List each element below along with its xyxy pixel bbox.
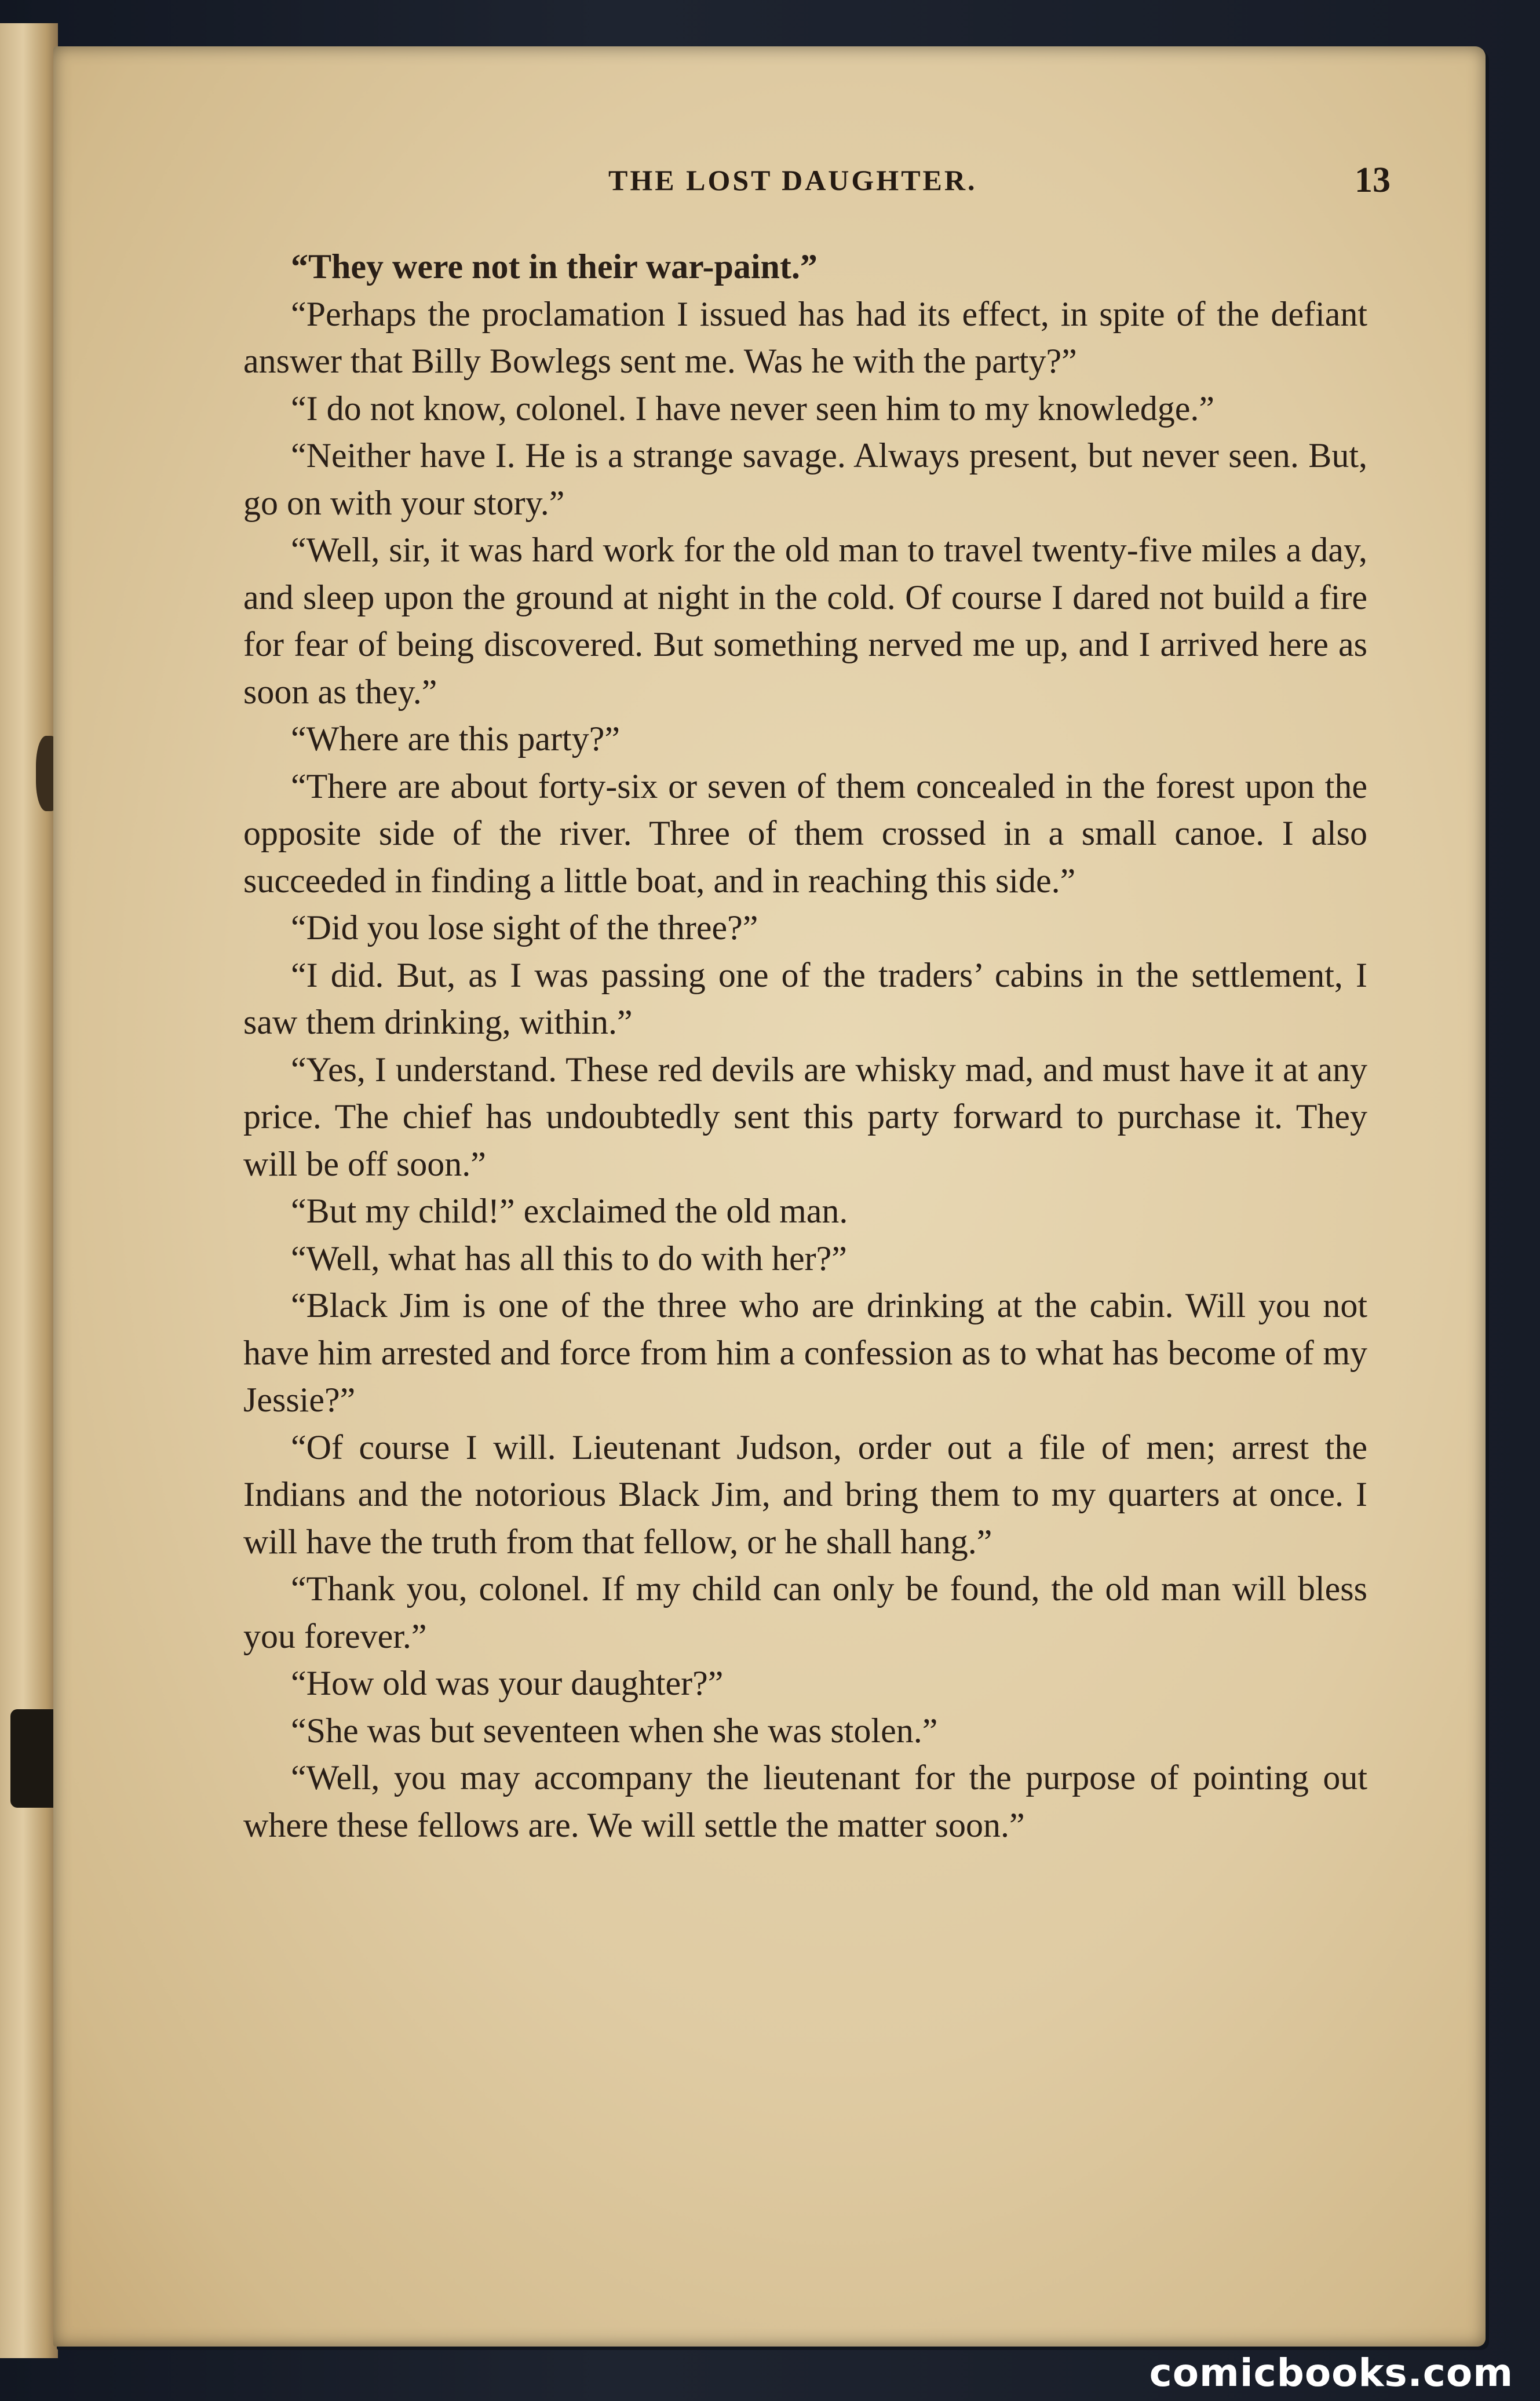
paragraph: “Black Jim is one of the three who are drinking at the cabin. Will you not have him arrested and force from him a confession as to what has become of my Jessie?”: [243, 1286, 1367, 1419]
paragraph: “Yes, I understand. These red devils are whisky mad, and must have it at any price. The chief has undoubtedly sent this party forward to purchase it. They will be off soon.”: [243, 1050, 1367, 1183]
paragraph: “I did. But, as I was passing one of the traders’ cabins in the settlement, I saw them drinking, within.”: [243, 955, 1367, 1041]
paragraph: “Perhaps the proclamation I issued has had its effect, in spite of the defiant answer that Billy Bowlegs sent me. Was he with the party?”: [243, 294, 1367, 380]
paragraph: “Well, you may accompany the lieutenant for the purpose of pointing out where these fellows are. We will settle the matter soon.”: [243, 1758, 1367, 1844]
site-watermark: comicbooks.com: [1149, 2351, 1513, 2395]
paragraph: “But my child!” exclaimed the old man.: [291, 1192, 848, 1230]
paragraph: “They were not in their war-paint.”: [291, 247, 818, 286]
paragraph: “Did you lose sight of the three?”: [291, 908, 758, 947]
paragraph: “Where are this party?”: [291, 720, 620, 758]
paragraph: “Neither have I. He is a strange savage. Always present, but never seen. But, go on with your story.”: [243, 436, 1367, 522]
book-spine: [0, 23, 58, 2358]
paragraph: “Thank you, colonel. If my child can only be found, the old man will bless you forever.”: [243, 1570, 1367, 1655]
body-text: [243, 243, 1367, 1849]
paragraph: “Of course I will. Lieutenant Judson, order out a file of men; arrest the Indians and the notorious Black Jim, and bring them to my quarters at once. I will have the truth from that fellow, or he shall hang.”: [243, 1428, 1367, 1561]
page-number: 13: [1355, 160, 1391, 200]
paragraph: “Well, sir, it was hard work for the old man to travel twenty-five miles a day, and sleep upon the ground at night in the cold. Of course I dared not build a fire for fear of being discovered. But something nerved me up, and I arrived here as soon as they.”: [243, 531, 1367, 711]
running-title: THE LOST DAUGHTER.: [608, 164, 977, 196]
paragraph: “Well, what has all this to do with her?”: [291, 1239, 847, 1278]
paragraph: “There are about forty-six or seven of them concealed in the forest upon the opposite side of the river. Three of them crossed in a small canoe. I also succeeded in finding a little boat, and in reaching this side.”: [243, 767, 1367, 900]
paragraph: “I do not know, colonel. I have never seen him to my knowledge.”: [291, 389, 1214, 428]
paragraph: “She was but seventeen when she was stolen.”: [291, 1711, 938, 1750]
paragraph: “How old was your daughter?”: [291, 1664, 724, 1702]
page-header: [243, 160, 1391, 204]
